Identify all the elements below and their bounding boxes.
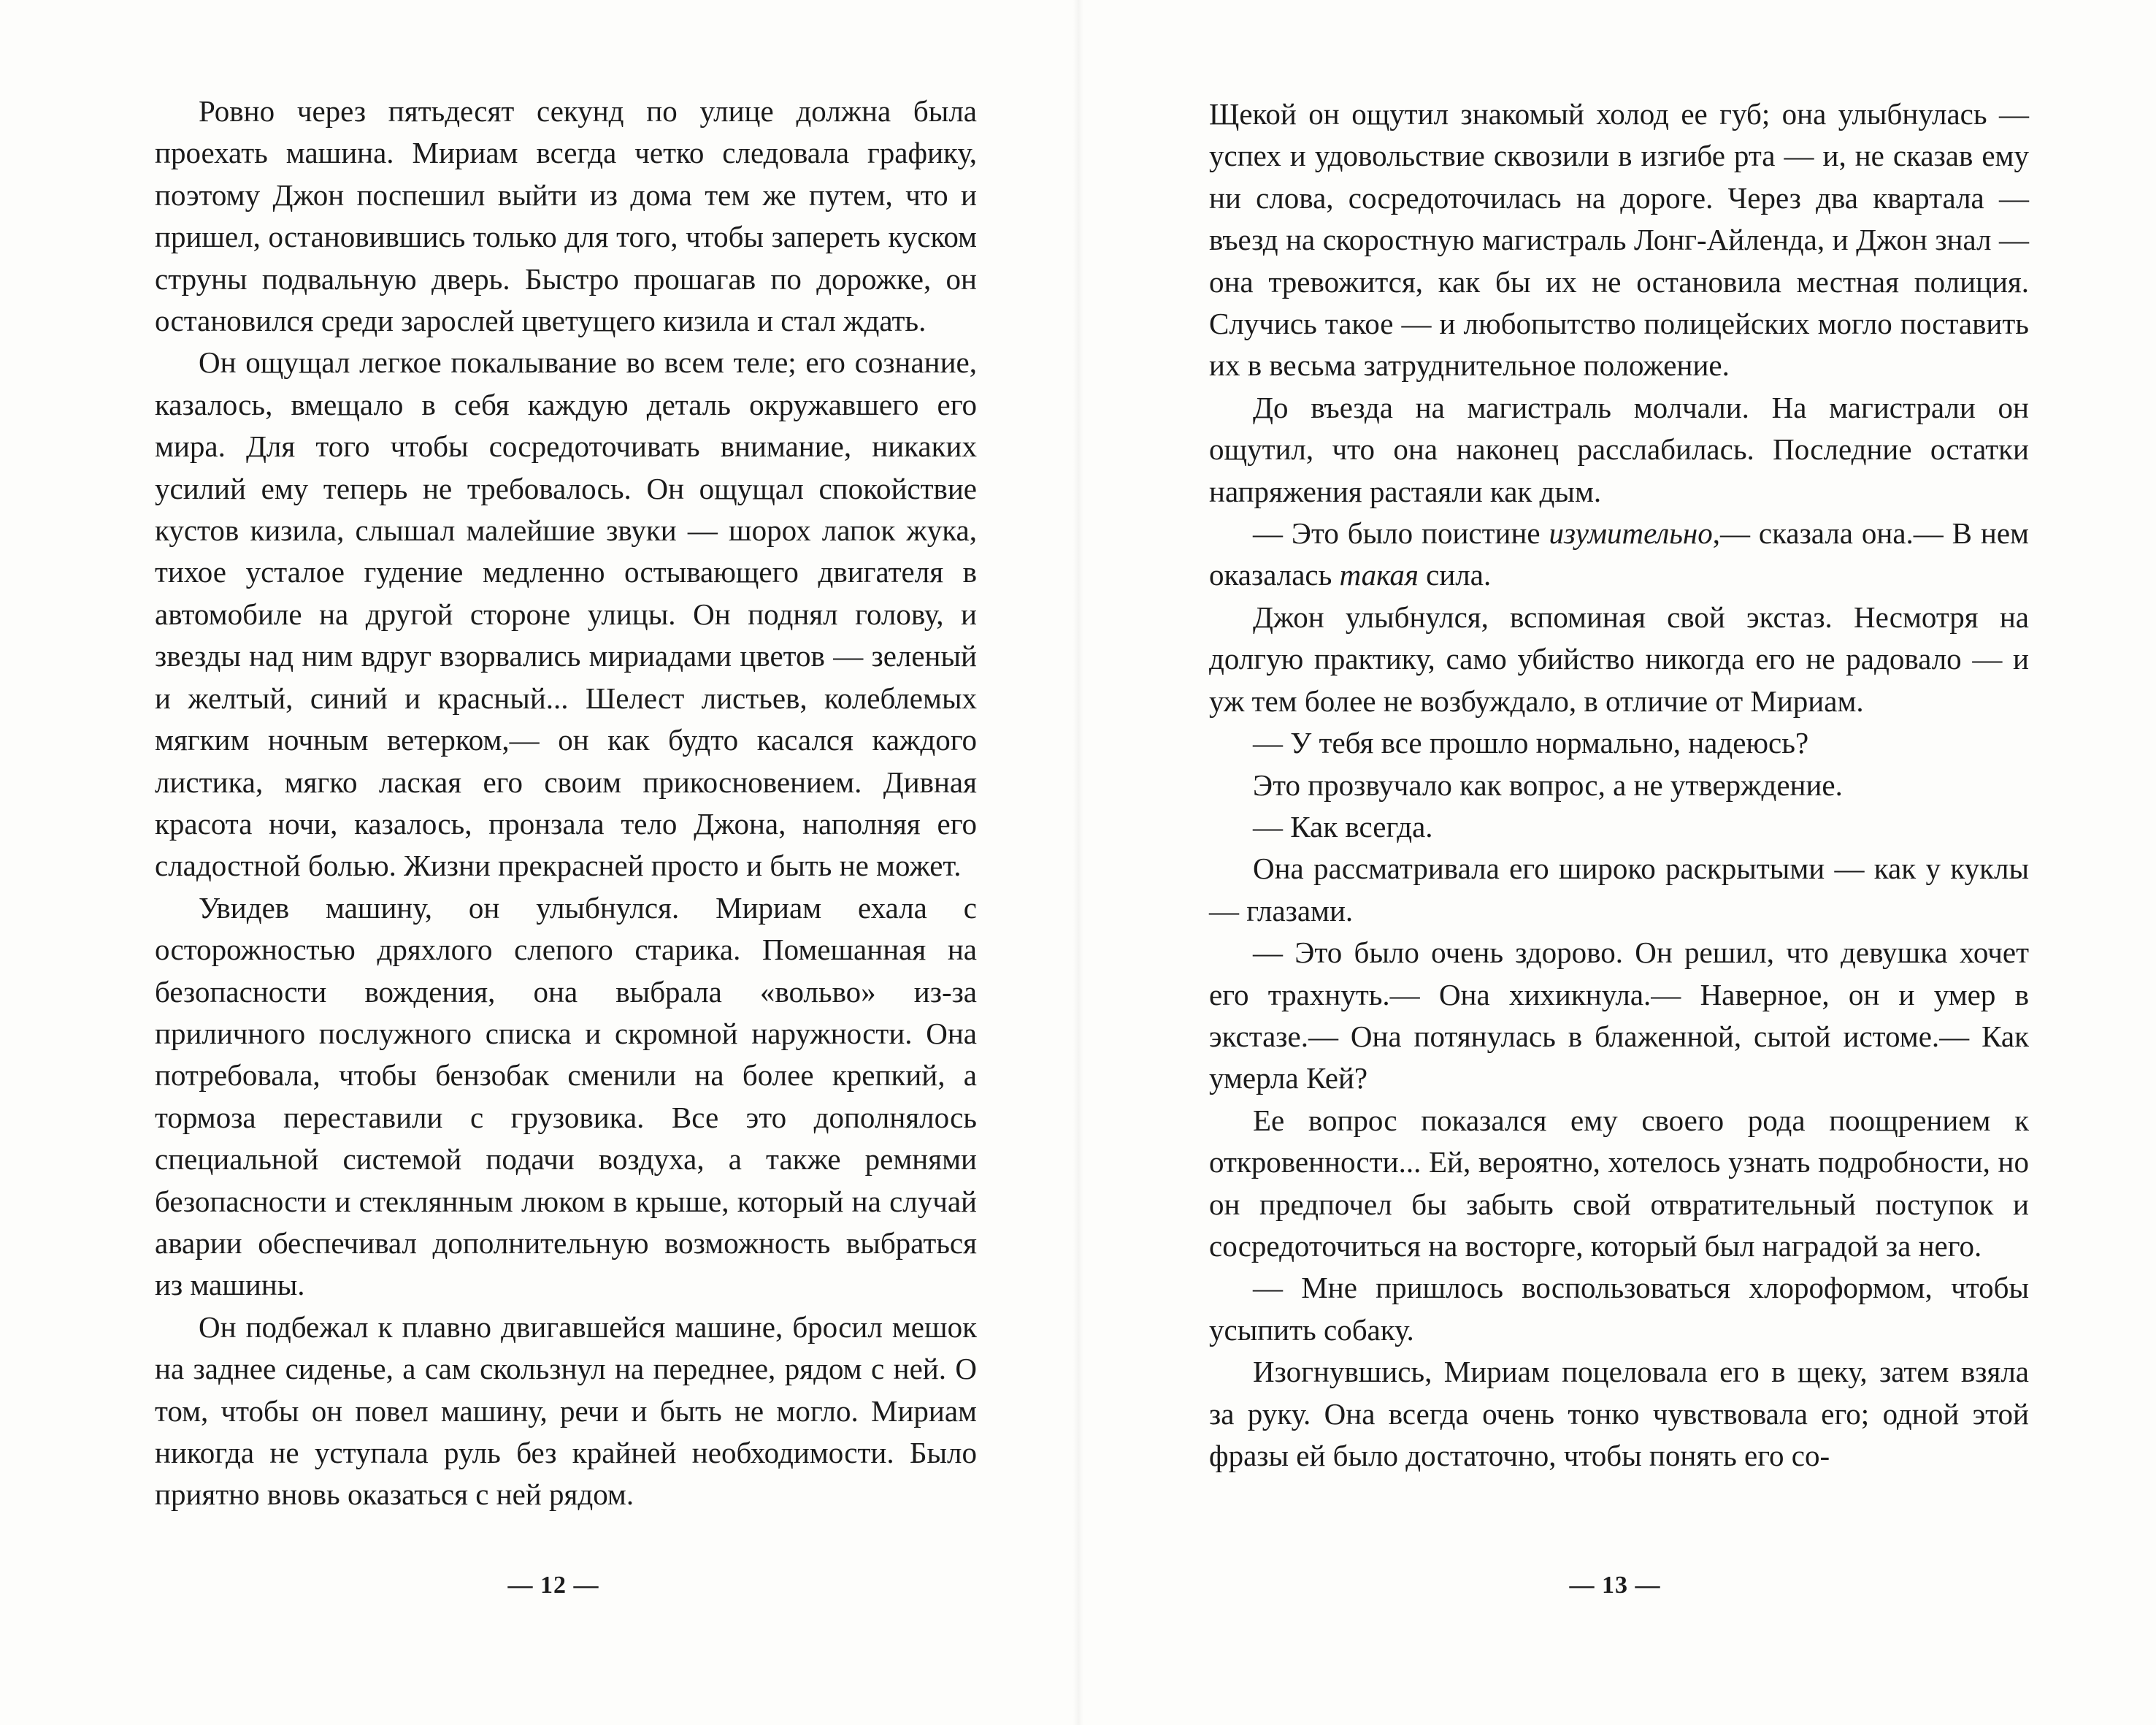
paragraph: Изогнувшись, Мириам поцеловала его в щеку, затем взяла за руку. Она всегда очень тонко чувствовала его; одной этой фразы ей было достаточно, чтобы понять его со-	[1209, 1355, 2029, 1472]
paragraph: Щекой он ощутил знакомый холод ее губ; она улыбнулась — успех и удовольствие сквозили в изгибе рта — и, не сказав ему ни слова, сосредоточилась на дороге. Через два квартала — въезд на скоростную магистраль Лонг-Айленда, и Джон знал — она тревожится, как бы их не остановила местная полиция. Случись такое — и любопытство полицейских могло поставить их в весьма затруднительное положение.	[1209, 97, 2029, 383]
page-number: — 12 —	[507, 1572, 599, 1599]
page-number: — 13 —	[1569, 1572, 1661, 1599]
text-run: ,— сказала она.— В нем оказалась	[1209, 516, 2029, 592]
dialogue-paragraph: — У тебя все прошло нормально, надеюсь?	[1253, 726, 1809, 760]
paragraph: Джон улыбнулся, вспоминая свой экстаз. Несмотря на долгую практику, само убийство никогда его не радовало — и уж тем более не возбуждало, в отличие от Мириам.	[1209, 600, 2029, 718]
text-run: сила.	[1418, 558, 1492, 592]
dialogue-paragraph: — Это было очень здорово. Он решил, что девушка хочет его трахнуть.— Она хихикнула.— Наверное, он и умер в экстазе.— Она потянулась в блаженной, сытой истоме.— Как умерла Кей?	[1209, 936, 2029, 1095]
paragraph: Она рассматривала его широко раскрытыми — как у куклы — глазами.	[1209, 852, 2029, 927]
right-page-text	[1209, 93, 2029, 1477]
dialogue-paragraph	[1209, 513, 2029, 597]
paragraph: Он подбежал к плавно двигавшейся машине, бросил мешок на заднее сиденье, а сам скользнул на переднее, рядом с ней. О том, чтобы он повел машину, речи и быть не могло. Мириам никогда не уступала руль без крайней необходимости. Было приятно вновь оказаться с ней рядом.	[155, 1309, 977, 1512]
dialogue-paragraph: — Как всегда.	[1253, 809, 1433, 844]
paragraph: Ее вопрос показался ему своего рода поощрением к откровенности... Ей, вероятно, хотелось узнать подробности, но он предпочел бы забыть свой отвратительный поступок и сосредоточиться на восторге, который был наградой за него.	[1209, 1103, 2029, 1263]
left-page-text	[155, 91, 977, 1516]
italic-emphasis: такая	[1339, 558, 1419, 592]
paragraph: До въезда на магистраль молчали. На магистрали он ощутил, что она наконец расслабилась. Последние остатки напряжения растаяли как дым.	[1209, 390, 2029, 508]
right-page	[1078, 0, 2156, 1725]
paragraph: Он ощущал легкое покалывание во всем теле; его сознание, казалось, вмещало в себя каждую деталь окружавшего его мира. Для того чтобы сосредоточивать внимание, никаких усилий ему теперь не требовалось. Он ощущал спокойствие кустов кизила, слышал малейшие звуки — шорох лапок жука, тихое усталое гудение медленно остывающего двигателя в автомобиле на другой стороне улицы. Он поднял голову, и звезды над ним вдруг взорвались мириадами цветов — зеленый и желтый, синий и красный... Шелест листьев, колеблемых мягким ночным ветерком,— он как будто касался каждого листика, мягко лаская его своим прикосновением. Дивная красота ночи, казалось, пронзала тело Джона, наполняя его сладостной болью. Жизни прекрасней просто и быть не может.	[155, 345, 977, 883]
italic-emphasis: изумительно	[1549, 516, 1713, 551]
text-run: — Это было поистине	[1253, 516, 1549, 551]
paragraph: Ровно через пятьдесят секунд по улице должна была проехать машина. Мириам всегда четко следовала графику, поэтому Джон поспешил выйти из дома тем же путем, что и пришел, остановившись только для того, чтобы запереть куском струны подвальную дверь. Быстро прошагав по дорожке, он остановился среди зарослей цветущего кизила и стал ждать.	[155, 94, 977, 338]
paragraph: Увидев машину, он улыбнулся. Мириам ехала с осторожностью дряхлого слепого старика. Помешанная на безопасности вождения, она выбрала «вольво» из-за приличного послужного списка и скромной наружности. Она потребовала, чтобы бензобак сменили на более крепкий, а тормоза переставили с грузовика. Все это дополнялось специальной системой подачи воздуха, а также ремнями безопасности и стеклянным люком в крыше, который на случай аварии обеспечивал дополнительную возможность выбраться из машины.	[155, 890, 977, 1302]
paragraph: Это прозвучало как вопрос, а не утверждение.	[1253, 768, 1843, 802]
dialogue-paragraph: — Мне пришлось воспользоваться хлороформом, чтобы усыпить собаку.	[1209, 1271, 2029, 1347]
